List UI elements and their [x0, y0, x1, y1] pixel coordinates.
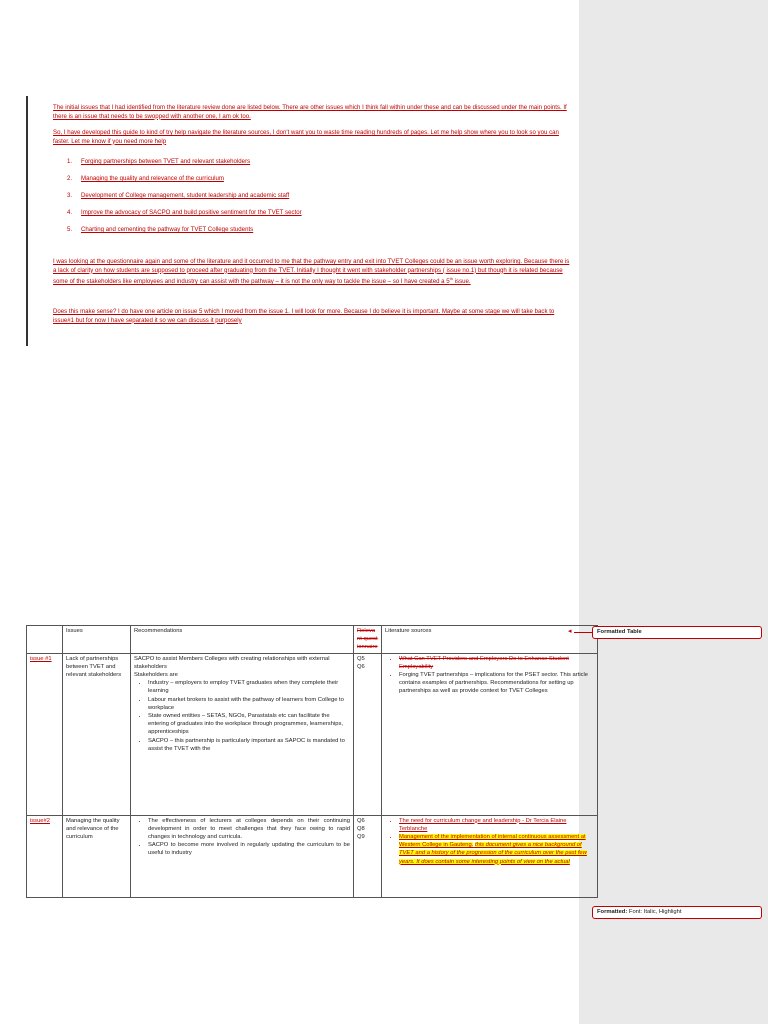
list-item: 4. Improve the advocacy of SACPO and build positive sentiment for the TVET sector — [67, 209, 302, 216]
comment-formatted-font[interactable]: Formatted: Font: Italic, Highlight — [592, 906, 762, 919]
issue-id[interactable]: issue #1 — [27, 653, 63, 815]
intro-paragraph-1: The initial issues that I had identified from the literature review done are listed below. There are other issues which I think fall within under these and can be discussed under the main points. If there is an issue that needs to be swopped with another one, I am ok too. — [53, 104, 567, 120]
table-row — [27, 653, 598, 815]
list-item: • Industry – employers to employ TVET graduates when they complete their learning — [148, 679, 350, 695]
header-relevant-questionnaire: Relevant questionnaire — [354, 626, 382, 654]
literature-cell — [382, 653, 598, 815]
comment-formatted-table[interactable]: Formatted Table — [592, 626, 762, 639]
list-item: • Forging TVET partnerships – implications for the PSET sector. This article contains examples of partnerships. Recommendations for setting up partnerships as well as provide context for TVET Colleges — [399, 671, 594, 696]
list-item: • State owned entities – SETAS, NGOs, Parastatals etc can facilitate the entering of graduates into the workplace through programmes, learnerships, apprenticeships — [148, 712, 350, 737]
issue-id[interactable]: issue#2 — [27, 815, 63, 897]
comments-margin-pane — [579, 0, 768, 1024]
header-recommendations: Recommendations — [131, 626, 354, 654]
issues-table — [26, 625, 598, 898]
highlighted-comment: this document gives a nice background of TVET and a history of the progression of the curriculum over the past few years. It does contain some interesting points of view on the actual — [399, 842, 587, 865]
list-item: • Labour market brokers to assist with the pathway of learners from College to workplace — [148, 696, 350, 712]
intro-paragraph-3: I was looking at the questionnaire again and some of the literature and it occurred to me that the pathway entry and exit into TVET Colleges could be an issue worth exploring. Because there is a lack of clarity on how students are supposed to proceed after graduating from the TVET. Initially I thought it went with stakeholder partnerships ( issue no.1) but though it is related because some of the stakeholders like employees and industry can assist with the pathway – it is not the only way to tackle the issue – so I have created a 5th issue. — [53, 258, 570, 286]
header-id — [27, 626, 63, 654]
list-item: 5. Charting and cementing the pathway for TVET College students — [67, 226, 254, 233]
header-literature-sources: Literature sources — [382, 626, 598, 654]
comment-connector — [574, 632, 592, 633]
issue-title: Managing the quality and relevance of the curriculum — [63, 815, 131, 897]
table-row — [27, 815, 598, 897]
list-item: • SACPO – this partnership is particularly important as SAPOC is mandated to assist the TVET with the — [148, 737, 350, 753]
table-header-row — [27, 626, 598, 654]
recommendations-cell: SACPO to assist Members Colleges with creating relationships with external stakeholders Stakeholders are • Industry – employers to employ TVET graduates when they complete their learning • Labour market brokers to assist with the pathway of learners from College to workplace • State owned entities – SETAS, NGOs, Parastatals etc can facilitate the entering of graduates into the workplace through programmes, learnerships, apprenticeships • SACPO – this partnership is particularly important as SAPOC is mandated to assist the TVET with the — [131, 653, 354, 815]
issue-title: Lack of partnerships between TVET and relevant stakeholders — [63, 653, 131, 815]
intro-paragraph-2: So, I have developed this guide to kind of try help navigate the literature sources, I don't want you to waste time reading hundreds of pages. Let me help show where you to look so you can faster. Let me know if you need more help — [53, 129, 559, 145]
list-item: • SACPO to become more involved in regularly updating the curriculum to be useful to industry — [148, 841, 350, 857]
list-item: 1. Forging partnerships between TVET and relevant stakeholders — [67, 158, 251, 165]
deleted-source: • What Can TVET Providers and Employers Do to Enhance Student Employability — [399, 655, 594, 671]
list-item: 2. Managing the quality and relevance of the curriculum — [67, 175, 224, 182]
list-item: • The effectiveness of lecturers at colleges depends on their continuing development in order to meet challenges that they face owing to rapid changes in technology and curricula. — [148, 817, 350, 842]
questions-cell: Q6 Q8 Q9 — [354, 815, 382, 897]
arrow-left-icon: ◂ — [568, 628, 572, 635]
intro-paragraph-4: Does this make sense? I do have one article on issue 5 which I moved from the issue 1. I will look for more. Because I do believe it is important. Maybe at some stage we will take back to issue#1 but for now I have separated it so we can discuss it purposely — [53, 308, 555, 324]
questions-cell: Q5 Q6 — [354, 653, 382, 815]
header-issues: Issues — [63, 626, 131, 654]
literature-cell — [382, 815, 598, 897]
change-bar — [26, 96, 28, 346]
list-item: 3. Development of College management, student leadership and academic staff — [67, 192, 290, 199]
list-item: • Management of the implementation of internal continuous assessment at Western College in Gauteng. this document gives a nice background of TVET and a history of the progression of the curriculum over the past few years. It does contain some interesting points of view on the actual — [399, 833, 594, 866]
recommendations-cell — [131, 815, 354, 897]
list-item: • The need for curriculum change and leadership - Dr Tercia Elaine Terblanche — [399, 817, 594, 833]
